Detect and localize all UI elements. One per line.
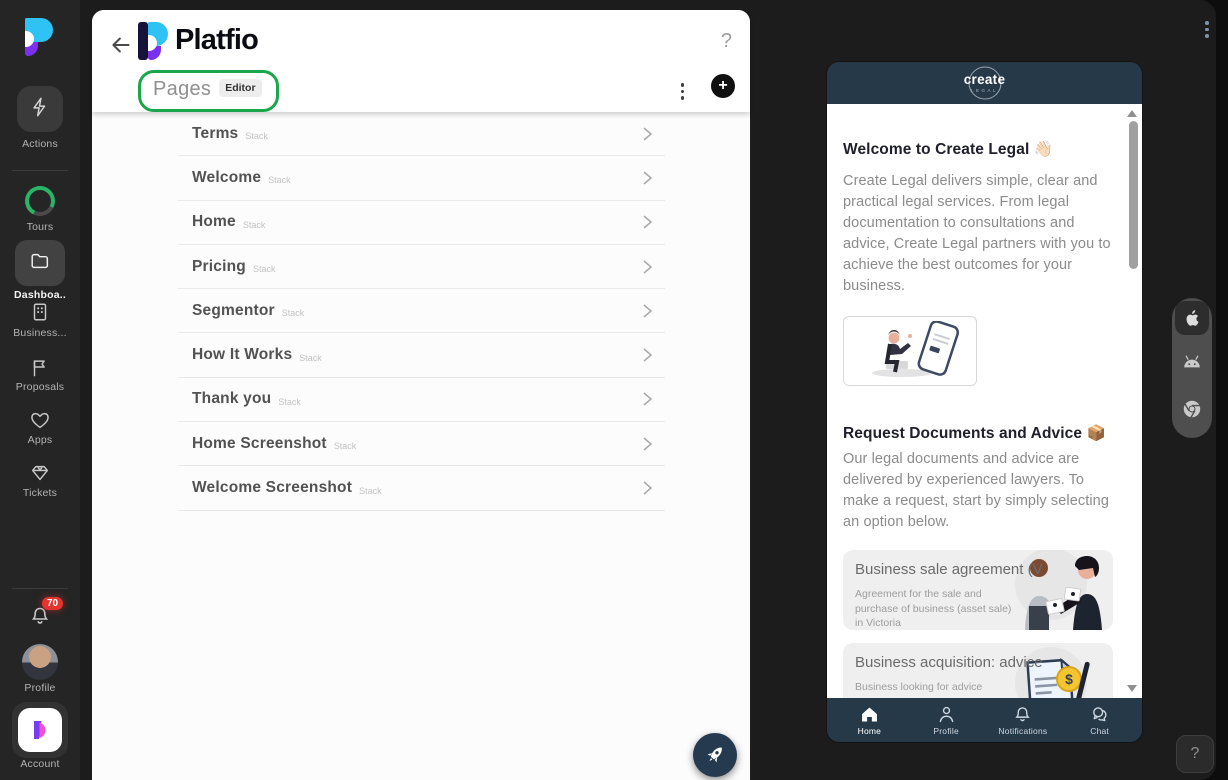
pages-editor-panel: [92, 10, 750, 780]
page-row-welcome-screenshot[interactable]: [178, 466, 665, 510]
pages-list: [178, 112, 665, 511]
page-row-type: Stack: [299, 352, 322, 363]
page-row-how-it-works[interactable]: [178, 333, 665, 377]
sidebar-label-apps: Apps: [27, 434, 53, 446]
app-sidebar: [0, 0, 80, 780]
page-row-type: Stack: [359, 485, 382, 496]
platfio-mark: [25, 18, 57, 56]
option-card-business-sale[interactable]: [843, 550, 1113, 630]
sidebar-label-tickets: Tickets: [22, 487, 58, 499]
chat-icon: [1089, 704, 1110, 725]
sidebar-item-account[interactable]: [12, 702, 68, 758]
sidebar-label-dashboard: Dashboa..: [14, 289, 66, 301]
card-title: Business acquisition: advice: [855, 654, 1043, 671]
device-ios-button[interactable]: [1175, 301, 1209, 335]
page-row-title: Thank you: [192, 390, 272, 408]
page-row-type: Stack: [245, 131, 268, 142]
page-row-welcome[interactable]: [178, 156, 665, 200]
request-paragraph: Our legal documents and advice are delivered by experienced lawyers. To make a request, start by simply selecting an option below.: [843, 451, 1110, 530]
brand-name: Platfio: [175, 23, 259, 56]
svg-text:$: $: [1065, 671, 1073, 687]
back-button[interactable]: [108, 32, 136, 60]
page-row-thank-you[interactable]: [178, 378, 665, 422]
page-row-type: Stack: [252, 264, 276, 275]
page-row-title: Welcome: [192, 168, 262, 186]
heart-icon: [29, 409, 51, 436]
page-row-type: Stack: [278, 396, 301, 407]
nav-label: Notifications: [998, 726, 1048, 736]
tours-progress-ring-icon[interactable]: [21, 182, 59, 220]
sidebar-label-profile: Profile: [24, 682, 56, 694]
page-title: Pages: [153, 78, 212, 100]
page-row-terms[interactable]: [178, 112, 665, 156]
chevron-right-icon: [639, 212, 655, 232]
add-page-button[interactable]: [711, 74, 735, 98]
page-row-type: Stack: [242, 219, 266, 230]
person-with-phone-illustration: [850, 321, 970, 381]
editor-header: [92, 10, 750, 112]
sidebar-label-account: Account: [20, 758, 60, 770]
pages-title-annotation: [138, 70, 279, 112]
option-card-business-acquisition[interactable]: [843, 643, 1113, 698]
chevron-right-icon: [639, 478, 655, 498]
sidebar-item-business[interactable]: [29, 301, 51, 323]
device-selector-bar: [1172, 298, 1212, 438]
phone-bottom-nav: [827, 698, 1142, 742]
phone-content: [827, 104, 1142, 698]
sidebar-item-actions[interactable]: [17, 86, 63, 132]
account-logo: [18, 708, 62, 752]
help-button[interactable]: ?: [720, 30, 732, 52]
card-description: Agreement for the sale and purchase of business (asset sale) in Victoria: [855, 588, 1012, 630]
scroll-down-arrow-icon[interactable]: [1127, 685, 1137, 692]
chevron-right-icon: [639, 257, 655, 277]
android-icon: [1181, 352, 1203, 370]
sidebar-divider: [12, 588, 68, 589]
pages-menu-button[interactable]: [677, 79, 689, 104]
scroll-up-arrow-icon[interactable]: [1127, 110, 1137, 117]
sidebar-item-apps[interactable]: [29, 409, 51, 431]
logo-subtext: LEGAL: [970, 88, 999, 93]
phone-app-header: [827, 62, 1142, 104]
nav-label: Home: [857, 726, 882, 736]
nav-label: Chat: [1090, 726, 1109, 736]
editor-badge: Editor: [219, 79, 261, 97]
page-row-title: Pricing: [192, 257, 246, 275]
kebab-dot: [1205, 21, 1209, 25]
profile-avatar[interactable]: [22, 644, 58, 680]
page-row-title: Segmentor: [192, 301, 275, 319]
plus-icon: +: [718, 77, 728, 94]
sidebar-item-dashboard[interactable]: [15, 240, 65, 286]
page-row-title: Terms: [192, 124, 239, 142]
app-preview-phone: [827, 62, 1142, 742]
platfio-logo-icon[interactable]: [25, 18, 57, 56]
folder-icon: [29, 250, 51, 277]
sidebar-item-proposals[interactable]: [29, 357, 51, 379]
logo-text: create: [963, 72, 1006, 87]
lightning-icon: [29, 96, 51, 123]
notification-count-badge: 70: [42, 597, 63, 610]
help-floating-button[interactable]: [1176, 735, 1214, 773]
flag-icon: [29, 357, 51, 384]
chevron-right-icon: [639, 434, 655, 454]
platfio-mark-icon: [138, 22, 168, 58]
publish-rocket-button[interactable]: [693, 733, 737, 777]
page-row-home[interactable]: [178, 201, 665, 245]
account-logo-mark: [28, 718, 52, 742]
question-mark-icon: ?: [1190, 745, 1200, 762]
page-row-pricing[interactable]: [178, 245, 665, 289]
page-row-type: Stack: [268, 175, 291, 186]
card-description: Business looking for advice: [855, 681, 983, 693]
home-icon: [859, 704, 880, 725]
rocket-icon: [703, 743, 727, 767]
welcome-heading: Welcome to Create Legal 👋🏻: [843, 141, 1054, 158]
chevron-right-icon: [639, 301, 655, 321]
page-row-title: Welcome Screenshot: [192, 479, 353, 497]
request-heading: Request Documents and Advice 📦: [843, 425, 1106, 442]
page-row-title: Home Screenshot: [192, 434, 327, 452]
page-row-type: Stack: [281, 308, 305, 319]
sidebar-item-tickets[interactable]: [29, 462, 51, 484]
arrow-left-icon: [108, 32, 134, 58]
page-row-title: Home: [192, 213, 236, 231]
kebab-dot: [681, 83, 685, 87]
page-row-title: How It Works: [192, 346, 293, 364]
device-android-button[interactable]: [1180, 349, 1204, 373]
card-title: Business sale agreement (V: [855, 561, 1043, 578]
create-legal-logo: [940, 65, 1030, 101]
device-web-button[interactable]: [1180, 397, 1204, 421]
page-row-home-screenshot[interactable]: [178, 422, 665, 466]
gem-ticket-icon: [29, 462, 51, 489]
sidebar-label-actions: Actions: [22, 138, 58, 150]
chevron-right-icon: [639, 389, 655, 409]
chevron-right-icon: [639, 168, 655, 188]
chevron-right-icon: [639, 124, 655, 144]
welcome-illustration: [843, 316, 977, 386]
phone-nav-notifications[interactable]: [993, 704, 1053, 736]
bell-icon: [1012, 704, 1033, 725]
welcome-paragraph: Create Legal delivers simple, clear and practical legal services. From legal documentation to consultations and advice, Create Legal partners with you to achieve the best outcomes for your business.: [843, 173, 1111, 294]
phone-nav-profile[interactable]: [916, 704, 976, 736]
person-icon: [936, 704, 957, 725]
sidebar-label-proposals: Proposals: [15, 381, 65, 393]
page-row-type: Stack: [333, 441, 357, 452]
apple-icon: [1182, 307, 1202, 329]
preview-menu-button[interactable]: [1201, 17, 1213, 42]
sidebar-label-tours: Tours: [26, 221, 54, 233]
scrollbar-thumb[interactable]: [1129, 121, 1138, 269]
phone-nav-chat[interactable]: [1070, 704, 1130, 736]
building-icon: [29, 301, 51, 328]
chevron-right-icon: [639, 345, 655, 365]
phone-scrollbar[interactable]: [1126, 104, 1139, 698]
sidebar-label-business: Business...: [13, 327, 67, 339]
chrome-icon: [1181, 398, 1203, 420]
page-row-segmentor[interactable]: [178, 289, 665, 333]
platfio-wordmark: [138, 22, 258, 58]
nav-label: Profile: [933, 726, 959, 736]
sidebar-divider: [12, 170, 68, 171]
phone-nav-home[interactable]: [839, 704, 899, 736]
